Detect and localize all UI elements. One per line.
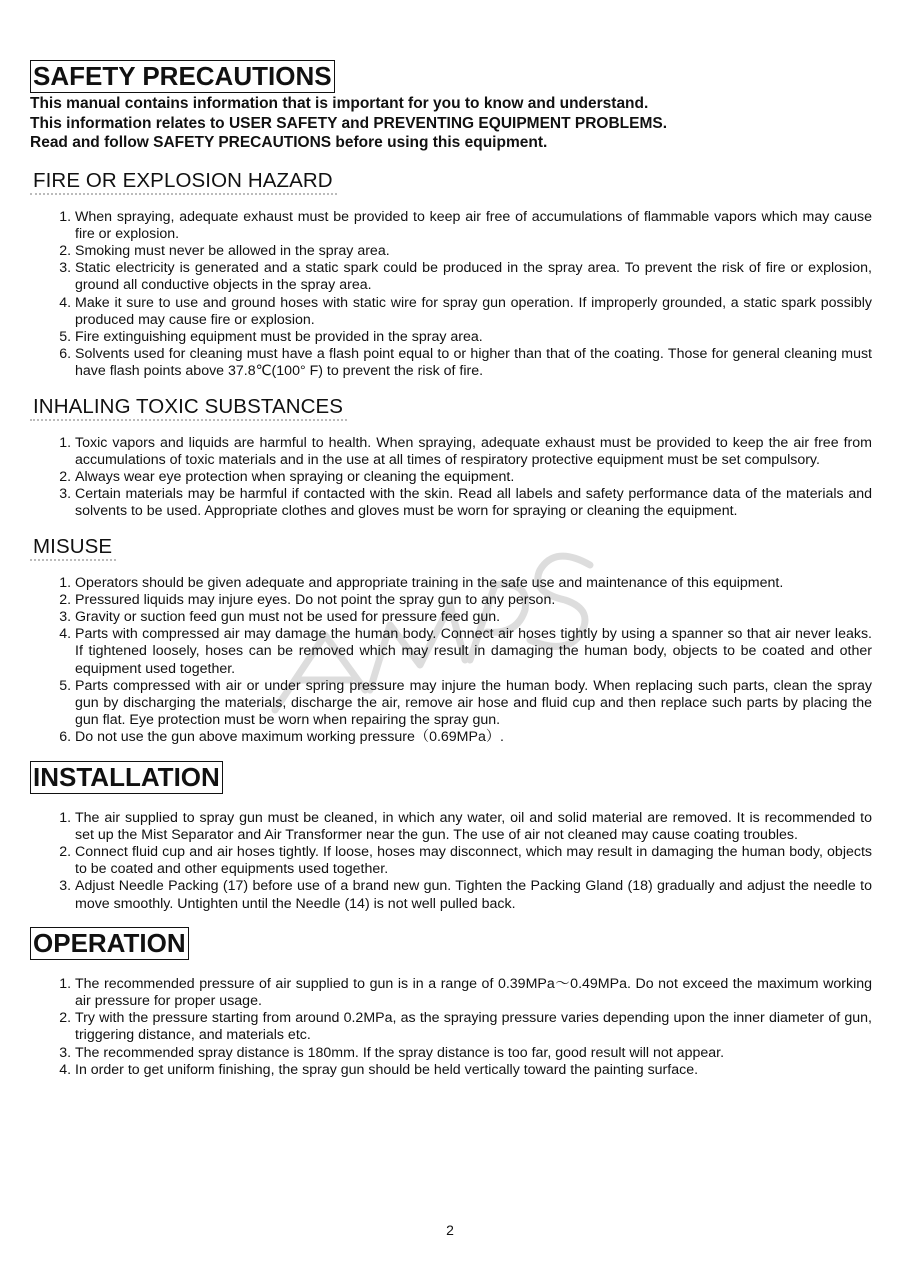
intro-line: This information relates to USER SAFETY and PREVENTING EQUIPMENT PROBLEMS. [30, 114, 668, 132]
list-item: 1. The air supplied to spray gun must be cleaned, in which any water, oil and solid material are removed. It is recommended to set up the Mist Separator and Air Transformer near the gun. The use of air not cleaned may cause coating troubles. [75, 810, 872, 844]
fire-hazard-heading: FIRE OR EXPLOSION HAZARD [30, 167, 337, 195]
list-item: 5. Parts compressed with air or under spring pressure may injure the human body. When replacing such parts, clean the spray gun by discharging the materials, discharge the air, remove air hose and fluid cup and then replace such parts by placing the gun flat. Eye protection must be worn when repairing the spray gun. [75, 678, 872, 730]
intro-line: Read and follow SAFETY PRECAUTIONS before using this equipment. [30, 134, 548, 151]
list-item: 2. Smoking must never be allowed in the spray area. [75, 243, 872, 260]
list-item: 3. Certain materials may be harmful if contacted with the skin. Read all labels and safety performance data of the materials and solvents to be used. Appropriate clothes and gloves must be worn for spraying or cleaning the equipment. [75, 486, 872, 520]
list-item: 2. Try with the pressure starting from around 0.2MPa, as the spraying pressure varies depending upon the inner diameter of gun, triggering distance, and materials etc. [75, 1010, 872, 1044]
list-item: 3. Adjust Needle Packing (17) before use of a brand new gun. Tighten the Packing Gland (18) gradually and adjust the needle to move smoothly. Untighten until the Needle (14) is not well pulled back. [75, 878, 872, 912]
misuse-heading: MISUSE [30, 533, 116, 561]
intro-line: This manual contains information that is important for you to know and understand. [30, 95, 649, 112]
toxic-substances-list [30, 435, 872, 521]
list-item: 2. Always wear eye protection when spraying or cleaning the equipment. [75, 469, 872, 486]
installation-title: INSTALLATION [30, 761, 223, 794]
list-item: 6. Do not use the gun above maximum working pressure（0.69MPa）. [75, 729, 872, 746]
list-item: 4. Make it sure to use and ground hoses with static wire for spray gun operation. If improperly grounded, a static spark possibly produced may cause fire or explosion. [75, 295, 872, 329]
list-item: 2. Connect fluid cup and air hoses tightly. If loose, hoses may disconnect, which may result in damaging the human body, objects to be coated and other equipments used together. [75, 844, 872, 878]
list-item: 1. Operators should be given adequate and appropriate training in the safe use and maintenance of this equipment. [75, 575, 872, 592]
page-number: 2 [446, 1222, 454, 1238]
page-content [30, 60, 872, 1079]
list-item: 6. Solvents used for cleaning must have a flash point equal to or higher than that of the coating. Those for general cleaning must have flash points above 37.8℃(100° F) to prevent the risk of fire. [75, 346, 872, 380]
list-item: 1. When spraying, adequate exhaust must be provided to keep air free of accumulations of flammable vapors which may cause fire or explosion. [75, 209, 872, 243]
list-item: 1. The recommended pressure of air supplied to gun is in a range of 0.39MPa～0.49MPa. Do not exceed the maximum working air pressure for proper usage. [75, 976, 872, 1010]
list-item: 3. The recommended spray distance is 180mm. If the spray distance is too far, good result will not appear. [75, 1045, 872, 1062]
list-item: 2. Pressured liquids may injure eyes. Do not point the spray gun to any person. [75, 592, 872, 609]
list-item: 5. Fire extinguishing equipment must be provided in the spray area. [75, 329, 872, 346]
misuse-list [30, 575, 872, 747]
operation-title: OPERATION [30, 927, 189, 960]
list-item: 1. Toxic vapors and liquids are harmful to health. When spraying, adequate exhaust must be provided to keep the air free from accumulations of toxic materials and in the use at all times of respiratory protective equipment must be set compulsory. [75, 435, 872, 469]
list-item: 4. Parts with compressed air may damage the human body. Connect air hoses tightly by using a spanner so that air never leaks. If tightened loosely, hoses can be removed which may result in damaging the human body, objects to be coated and other equipment used together. [75, 626, 872, 678]
list-item: 3. Gravity or suction feed gun must not be used for pressure feed gun. [75, 609, 872, 626]
operation-list [30, 976, 872, 1079]
toxic-substances-heading: INHALING TOXIC SUBSTANCES [30, 393, 347, 421]
fire-hazard-list [30, 209, 872, 381]
list-item: 4. In order to get uniform finishing, the spray gun should be held vertically toward the painting surface. [75, 1062, 872, 1079]
safety-intro [30, 94, 872, 153]
list-item: 3. Static electricity is generated and a static spark could be produced in the spray area. To prevent the risk of fire or explosion, ground all conductive objects in the spray area. [75, 260, 872, 294]
installation-list [30, 810, 872, 913]
safety-precautions-title: SAFETY PRECAUTIONS [30, 60, 335, 93]
